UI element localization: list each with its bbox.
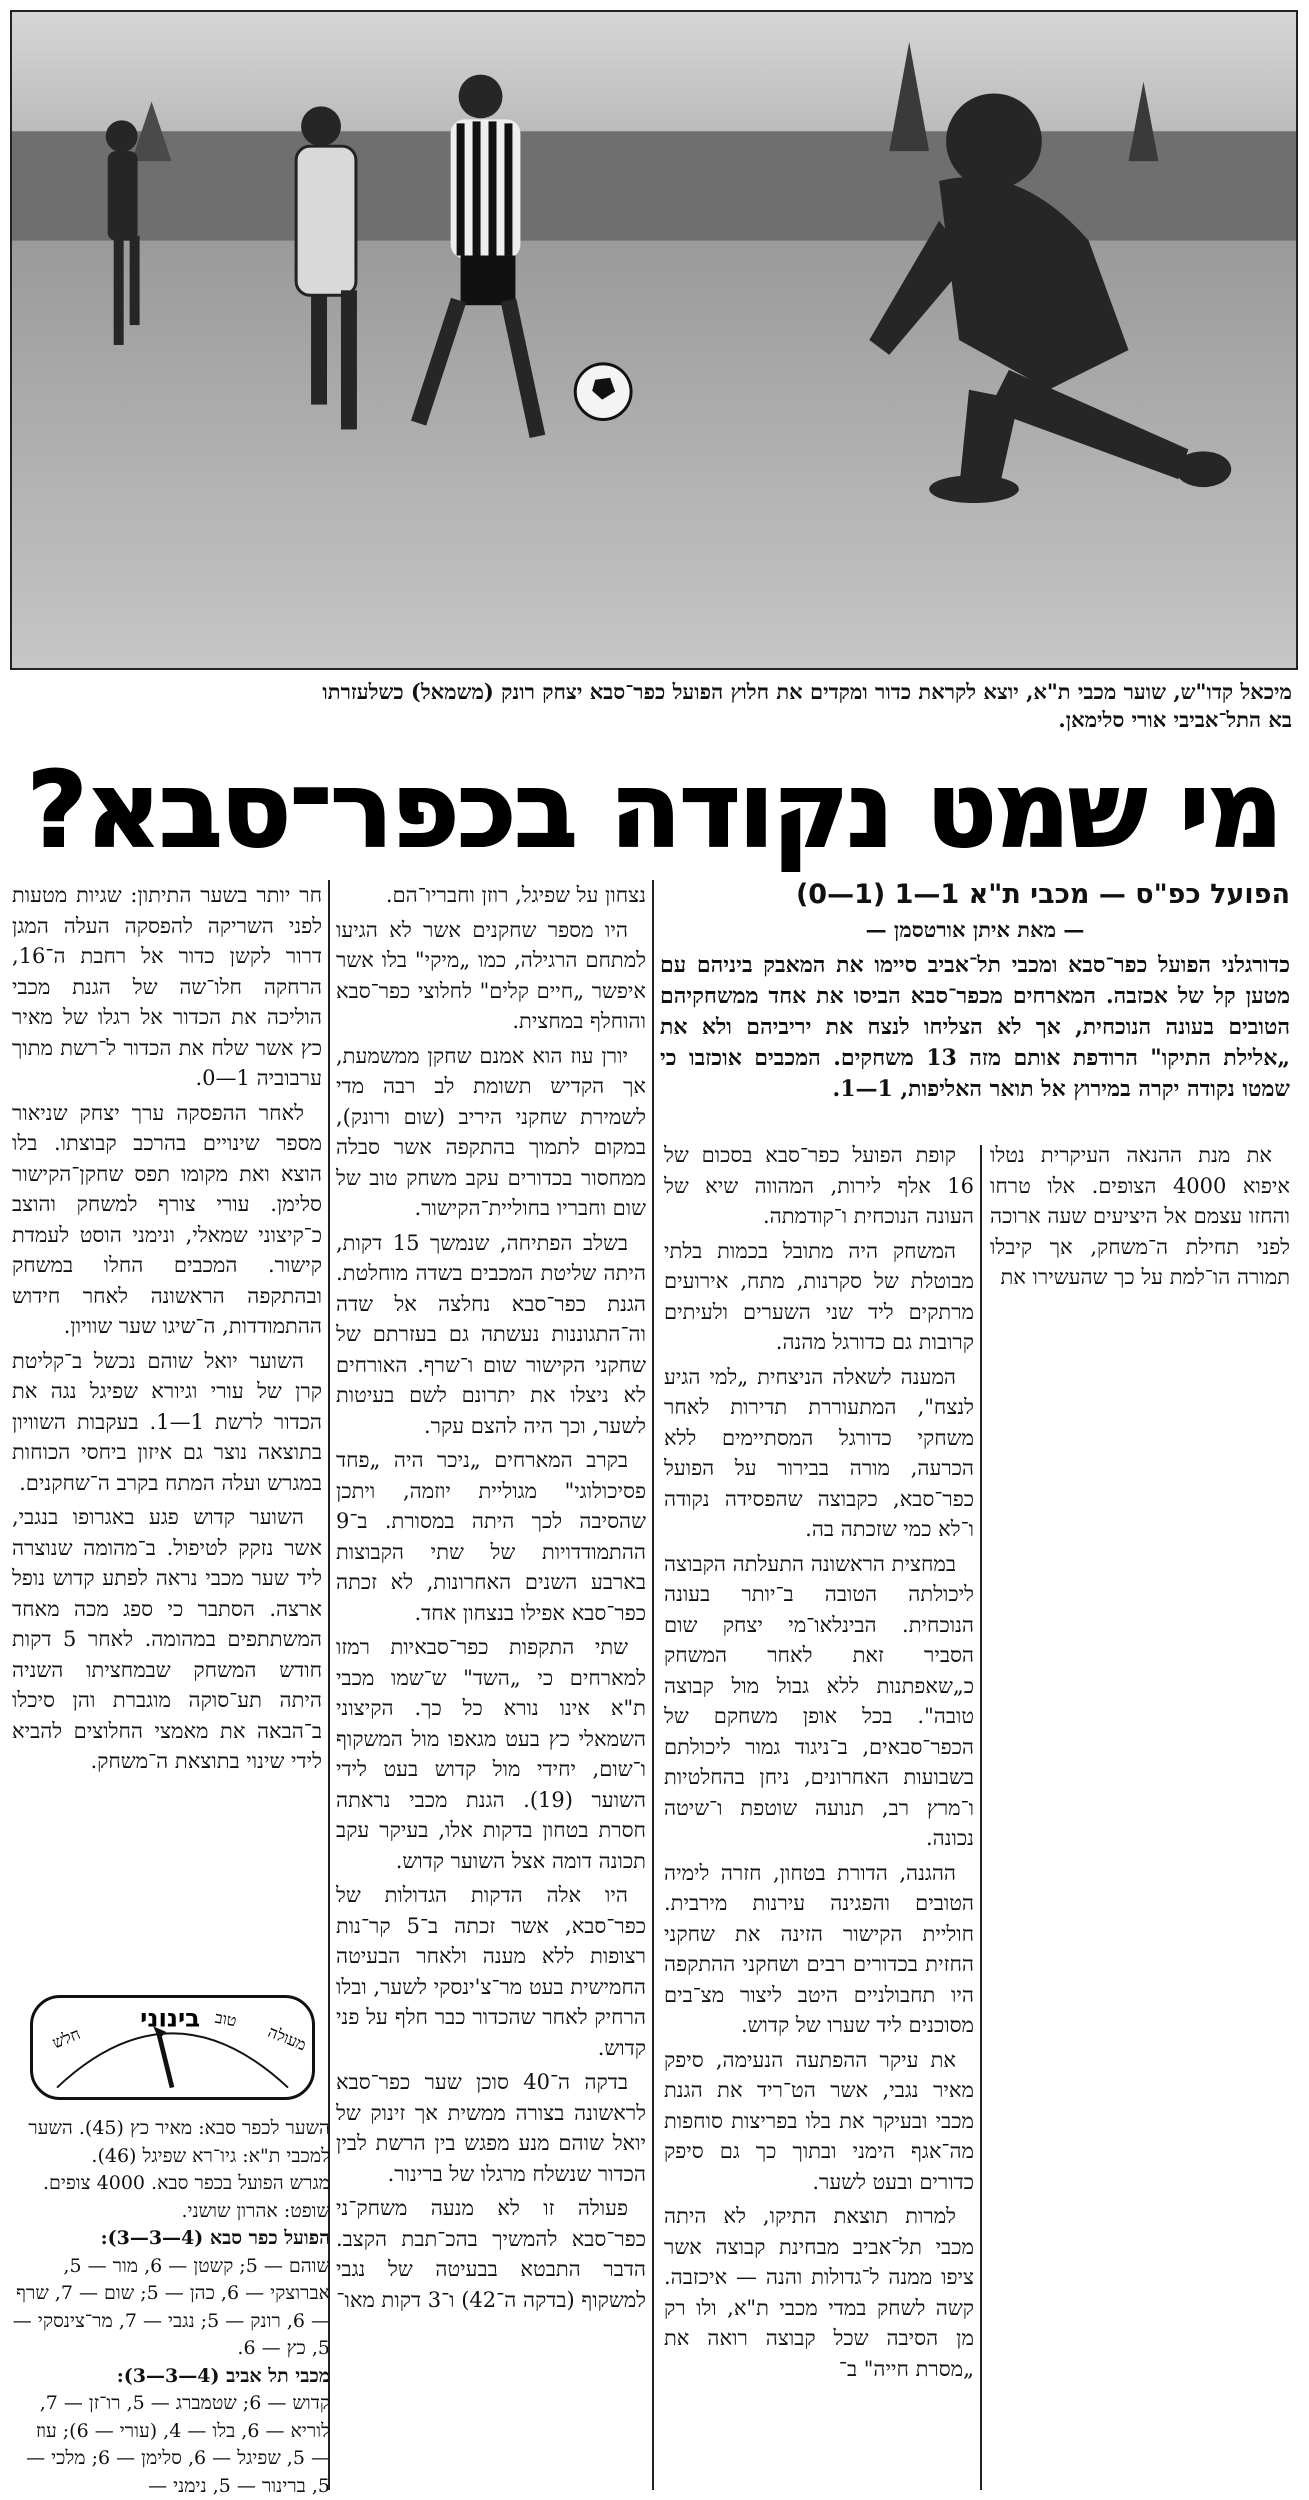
team-players-maccabi: קדוש — 6; שטמברג — 5, רו־זן — 7, לוריא — 6, בלו — 4, (עורי — 6); עוז — 5, שפיגל — 6, סלימן — 6; מלכי — 5, ברינור — 5, נימני — [26, 2392, 330, 2497]
gauge-label-average: בינוני [140, 2003, 201, 2033]
headline: מי שמט נקודה בכפר־סבא? [27, 749, 1281, 871]
paragraph: ההגנה, הדורת בטחון, חזרה לימיה הטובים והפגינה עירנות מירבית. חוליית הקישור הזינה את שחקני החזית בכדורים רבים ושחקני ההתקפה היו תחבולניים היטב ליצור מצ־בים מסוכנים ליד שערו של קדוש. [664, 1860, 974, 2037]
paragraph: נצחון על שפיגל, רוזן וחבריו־הם. [385, 883, 646, 907]
team-heading-maccabi: מכבי תל אביב (4—3—3): [116, 2364, 330, 2387]
paragraph: את מנת ההנאה העיקרית נטלו איפוא 4000 הצופים. אלו טרחו והחזו עצמם אל היציעים שעה ארוכה לפני תחילת ה־משחק, אך קיבלו תמורה הו־למת על כך שהעשירו את [990, 1143, 1290, 1289]
paragraph: למרות תוצאת התיקו, לא היתה מכבי תל־אביב מבחינת קבוצה אשר ציפו ממנה ל־גדולות והנה — איכזבה. קשה לשחק במדי מכבי ת"א, ולו רק מן הסיבה שכל קבוצה רואה את „מסרת חייה" ב־ [664, 2204, 974, 2381]
lineup-box [12, 2115, 330, 2500]
paragraph: היו אלה הדקות הגדולות של כפר־סבא, אשר זכתה ב־5 קר־נות רצופות ללא מענה ולאחר הבעיטה החמישית בעט מר־צ'ינסקי לשער, ובלו הרחיק לאחר שהכדור כבר חלף על פני קדוש. [336, 1883, 646, 2060]
paragraph: חר יותר בשער התיתון: שגיות מטעות לפני השריקה להפסקה העלה המגן דרור לקשן כדור אל רחבת ה־16, הרחקה חלו־שה של הגנת מכבי הוליכה את הכדור אל רגלו של מאיר כץ אשר שלח את הכדור ל־רשת מתוך ערבוביה 1—0. [12, 883, 322, 1090]
match-photo [10, 10, 1298, 670]
photo-caption-line2: בא התל־אביבי אורי סלימאן. [1058, 707, 1292, 732]
paragraph: לאחר ההפסקה ערך יצחק שניאור מספר שינויים בהרכב קבוצתו. בלו הוצא ואת מקומו תפס שחקן־הקישור סלימן. עורי צורף למשחק והוצב כ־קיצוני שמאלי, ונימני הוסט לעמדת קישור. המכבים החלו במשחק ובהתקפה הראשונה לאחר חידוש ההתמודדות, ה־שיגו שער שוויון. [12, 1100, 322, 1338]
lead-paragraph: כדורגלני הפועל כפר־סבא ומכבי תל־אביב סיימו את המאבק ביניהם עם מטען קל של אכזבה. המארחים מכפר־סבא הביסו את אחד ממשחקיהם הטובים בעונה הנוכחית, אך לא הצליחו לנצח את יריביהם ולא את „אלילת התיקו" הרודפת אותם מזה 13 משחקים. המכבים אוכזבו כי שמטו נקודה יקרה במירוץ אל תואר האליפות, 1—1. [660, 952, 1290, 1102]
byline: — מאת איתן אורטסמן — [865, 917, 1085, 942]
paragraph: במחצית הראשונה התעלתה הקבוצה ליכולתה הטובה ב־יותר בעונה הנוכחית. הבינלאו־מי יצחק שום הסביר זאת לאחר המשחק כ„שאפתנות ללא גבול מול קבוצה טובה". בכל אופן משחקם של הכפר־סבאים, ב־ניגוד גמור ליכולתם בשבועות האחרונים, ניחן בהחלטיות ו־מרץ רב, תנועה שוטפת ו־שיטה נכונה. [664, 1551, 974, 1850]
column-c [664, 1140, 974, 2495]
column-e [12, 880, 322, 1985]
gauge-dial [33, 1998, 312, 2097]
paragraph: קופת הפועל כפר־סבא בסכום של 16 אלף לירות, המהווה שיא של העונה הנוכחית ו־קודמתה. [664, 1143, 974, 1228]
rating-gauge [30, 1995, 315, 2100]
team-heading-kfar-saba: הפועל כפר סבא (4—3—3): [100, 2227, 330, 2249]
column-rule [652, 880, 654, 2490]
gauge-label-good: טוב [213, 2007, 239, 2031]
column-d [336, 880, 646, 2495]
column-b [990, 1140, 1290, 1340]
paragraph: בדקה ה־40 סוכן שער כפר־סבא לראשונה בצורה ממשית אך זינוק של יואל שוהם מנע מפגש בין הרשת לבין הכדור שנשלח מרגלו של ברינור. [336, 2070, 646, 2186]
paragraph: שתי התקפות כפר־סבאיות רמזו למארחים כי „השד" ש־שמו מכבי ת"א אינו נורא כל כך. הקיצוני השמאלי כץ בעט מגאפו מול המשקוף ו־שום, יחידי מול קדוש בעט לידי השוער (19). הגנת מכבי נראתה חסרת בטחון בדקות אלו, בעיקר עקב תכונה דומה אצל השוער קדוש. [336, 1635, 646, 1873]
paragraph: השוער קדוש פגע באגרופו בנגבי, אשר נזקק לטיפול. ב־מהומה שנוצרה ליד שער מכבי נראה לפתע קדוש נופל ארצה. הסתבר כי ספג מכה מאחד המשתתפים במהומה. לאחר 5 דקות חודש המשחק שבמחציתו השניה היתה תע־סוקה מוגברת והן סיכלו ב־הבאה את מאמצי החלוצים להביא לידי שינוי בתוצאת ה־משחק. [12, 1505, 322, 1773]
paragraph: המענה לשאלה הניצחית „למי הגיע לנצח", המתעוררת תדירות לאחר משחקי כדורגל המסתיימים ללא הכרעה, מורה בבירור על הפועל כפר־סבא, כקבוצה שהפסידה נקודה ו־לא כמי שזכתה בה. [664, 1364, 974, 1541]
paragraph: בקרב המארחים „ניכר היה „פחד פסיכולוגי" מגוליית יוזמה, ויתכן שהסיבה לכך היתה במסורת. ב־9 ההתמודדויות של שתי הקבוצות בארבע השנים האחרונות, לא זכתה כפר־סבא אפילו בנצחון אחד. [336, 1448, 646, 1625]
photo-caption-line1: מיכאל קדו"ש, שוער מכבי ת"א, יוצא לקראת כדור ומקדים את חלוץ הפועל כפר־סבא יצחק רונק (משמאל) כשלעזרתו [322, 679, 1292, 704]
column-rule [980, 1145, 982, 2490]
paragraph: בשלב הפתיחה, שנמשך 15 דקות, היתה שליטת המכבים בשדה מוחלטת. הגנת כפר־סבא נחלצה אל שדה וה־התגוננות נעשתה גם בעזרתם של שחקני הקישור שום ו־שרף. האורחים לא ניצלו את יתרונם לשם בעיטות לשער, וכך היה להצם עקר. [336, 1230, 646, 1438]
paragraph: את עיקר ההפתעה הנעימה, סיפק מאיר נגבי, אשר הט־ריד את הגנת מכבי ובעיקר את בלו בפריצות סוחפות מה־אגף הימני ובתוך כך גם סיפק כדורים ובעט לשער. [664, 2047, 974, 2194]
paragraph: המשחק היה מתובל בכמות בלתי מבוטלת של סקרנות, מתח, אירועים מרתקים ליד שני השערים ולעיתים קרובות גם כדורגל מהנה. [664, 1238, 974, 1354]
venue-line: מגרש הפועל בכפר סבא. 4000 צופים. שופט: אהרון שושני. [42, 2172, 330, 2222]
paragraph: היו מספר שחקנים אשר לא הגיעו למתחם הרגילה, כמו „מיקי" בלו אשר איפשר „חיים קלים" לחלוצי כפר־סבא והוחלף במחצית. [336, 917, 646, 1033]
paragraph: השוער יואל שוהם נכשל ב־קליטת קרן של עורי וגיורא שפיגל נגה את הכדור לרשת 1—1. בעקבות השוויון בתוצאה נוצר גם איזון ביחסי הכוחות במגרש ועלה המתח בקרב ה־שחקנים. [12, 1348, 322, 1495]
paragraph: פעולה זו לא מנעה משחק־ני כפר־סבא להמשיך בהכ־תבת הקצב. הדבר התבטא בבעיטה של נגבי למשקוף (בדקה ה־42) ו־3 דקות מאו־ [336, 2196, 646, 2312]
match-result: הפועל כפ"ס — מכבי ת"א 1—1 (1—0) [795, 879, 1290, 910]
goals-line: השער לכפר סבא: מאיר כץ (45). השער למכבי ת"א: גיו־רא שפיגל (46). [28, 2117, 330, 2167]
gauge-label-excellent: מעולה [265, 2021, 310, 2055]
match-photo-illustration [12, 12, 1296, 668]
paragraph: יורן עוז הוא אמנם שחקן ממשמעת, אך הקדיש תשומת לב רבה מדי לשמירת שחקני היריב (שום ורונק), במקום לתמוך בהתקפה אשר סבלה ממחסור בכדורים עקב משחק טוב של שום וחבריו בחוליית־הקישור. [336, 1043, 646, 1220]
team-players-kfar-saba: שוהם — 5; קשטן — 6, מור — 5, אברוצקי — 6, כהן — 5; שום — 7, שרף — 6, רונק — 5; נגבי — 7, מר־צינסקי — 5, כץ — 6. [12, 2254, 330, 2359]
gauge-label-weak: חלש [49, 2024, 83, 2053]
gauge-needle [159, 2034, 172, 2088]
